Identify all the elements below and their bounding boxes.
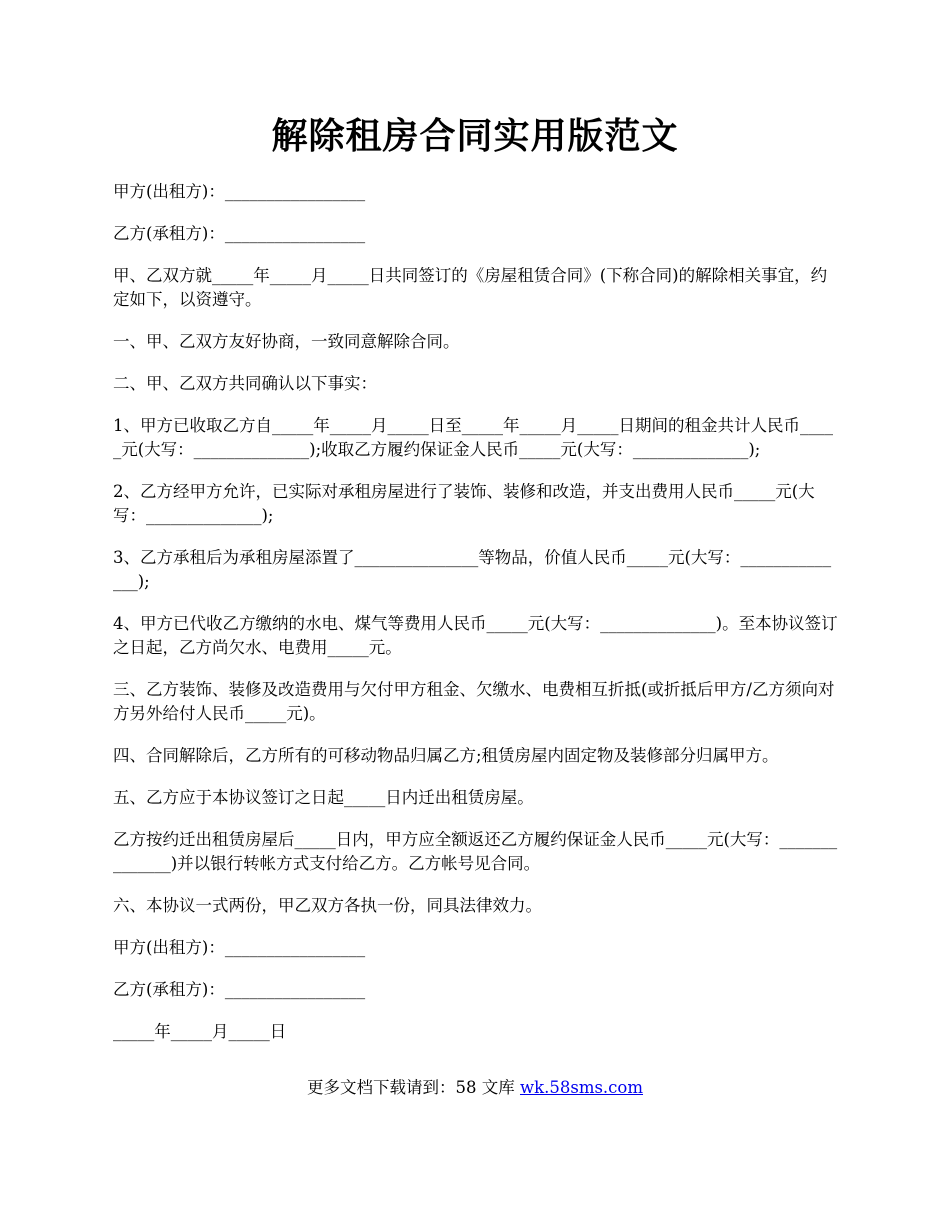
clause-3: 三、乙方装饰、装修及改造费用与欠付甲方租金、欠缴水、电费相互折抵(或折抵后甲方/乙方须向对方另外给付人民币_____元)。 [113,680,835,723]
clause-4: 四、合同解除后，乙方所有的可移动物品归属乙方;租赁房屋内固定物及装修部分归属甲方。 [113,746,779,765]
intro-paragraph: 甲、乙双方就_____年_____月_____日共同签订的《房屋租赁合同》(下称合同)的解除相关事宜，约定如下，以资遵守。 [113,266,828,309]
footer-text: 更多文档下载请到：58 文库 [306,1078,520,1097]
footer [0,1076,950,1100]
footer-link[interactable]: wk.58sms.com [519,1078,643,1097]
fact-1: 1、甲方已收取乙方自_____年_____月_____日至_____年_____月_____日期间的租金共计人民币_____元(大写：______________);收取乙方履约保证金人民币_____元(大写：______________); [113,416,833,459]
deposit-return-paragraph: 乙方按约迁出租赁房屋后_____日内，甲方应全额返还乙方履约保证金人民币_____元(大写：______________)并以银行转帐方式支付给乙方。乙方帐号见合同。 [113,830,838,873]
document-title: 解除租房合同实用版范文 [271,115,679,157]
clause-1: 一、甲、乙双方友好协商，一致同意解除合同。 [113,332,460,351]
clause-5: 五、乙方应于本协议签订之日起_____日内迁出租赁房屋。 [113,788,534,807]
signature-party-b: 乙方(承租方)：_________________ [113,980,366,999]
fact-2: 2、乙方经甲方允许，已实际对承租房屋进行了装饰、装修和改造，并支出费用人民币_____元(大写：______________); [113,482,815,525]
fact-4: 4、甲方已代收乙方缴纳的水电、煤气等费用人民币_____元(大写：______________)。至本协议签订之日起，乙方尚欠水、电费用_____元。 [113,614,838,657]
signature-party-a: 甲方(出租方)：_________________ [113,938,366,957]
clause-6: 六、本协议一式两份，甲乙双方各执一份，同具法律效力。 [113,896,542,915]
clause-2: 二、甲、乙双方共同确认以下事实： [113,374,377,393]
party-b-line: 乙方(承租方)：_________________ [113,224,366,243]
signature-date: _____年_____月_____日 [113,1022,287,1041]
party-a-line: 甲方(出租方)：_________________ [113,182,366,201]
document-body [113,180,839,1062]
fact-3: 3、乙方承租后为承租房屋添置了_______________等物品，价值人民币_____元(大写：______________); [113,548,832,591]
